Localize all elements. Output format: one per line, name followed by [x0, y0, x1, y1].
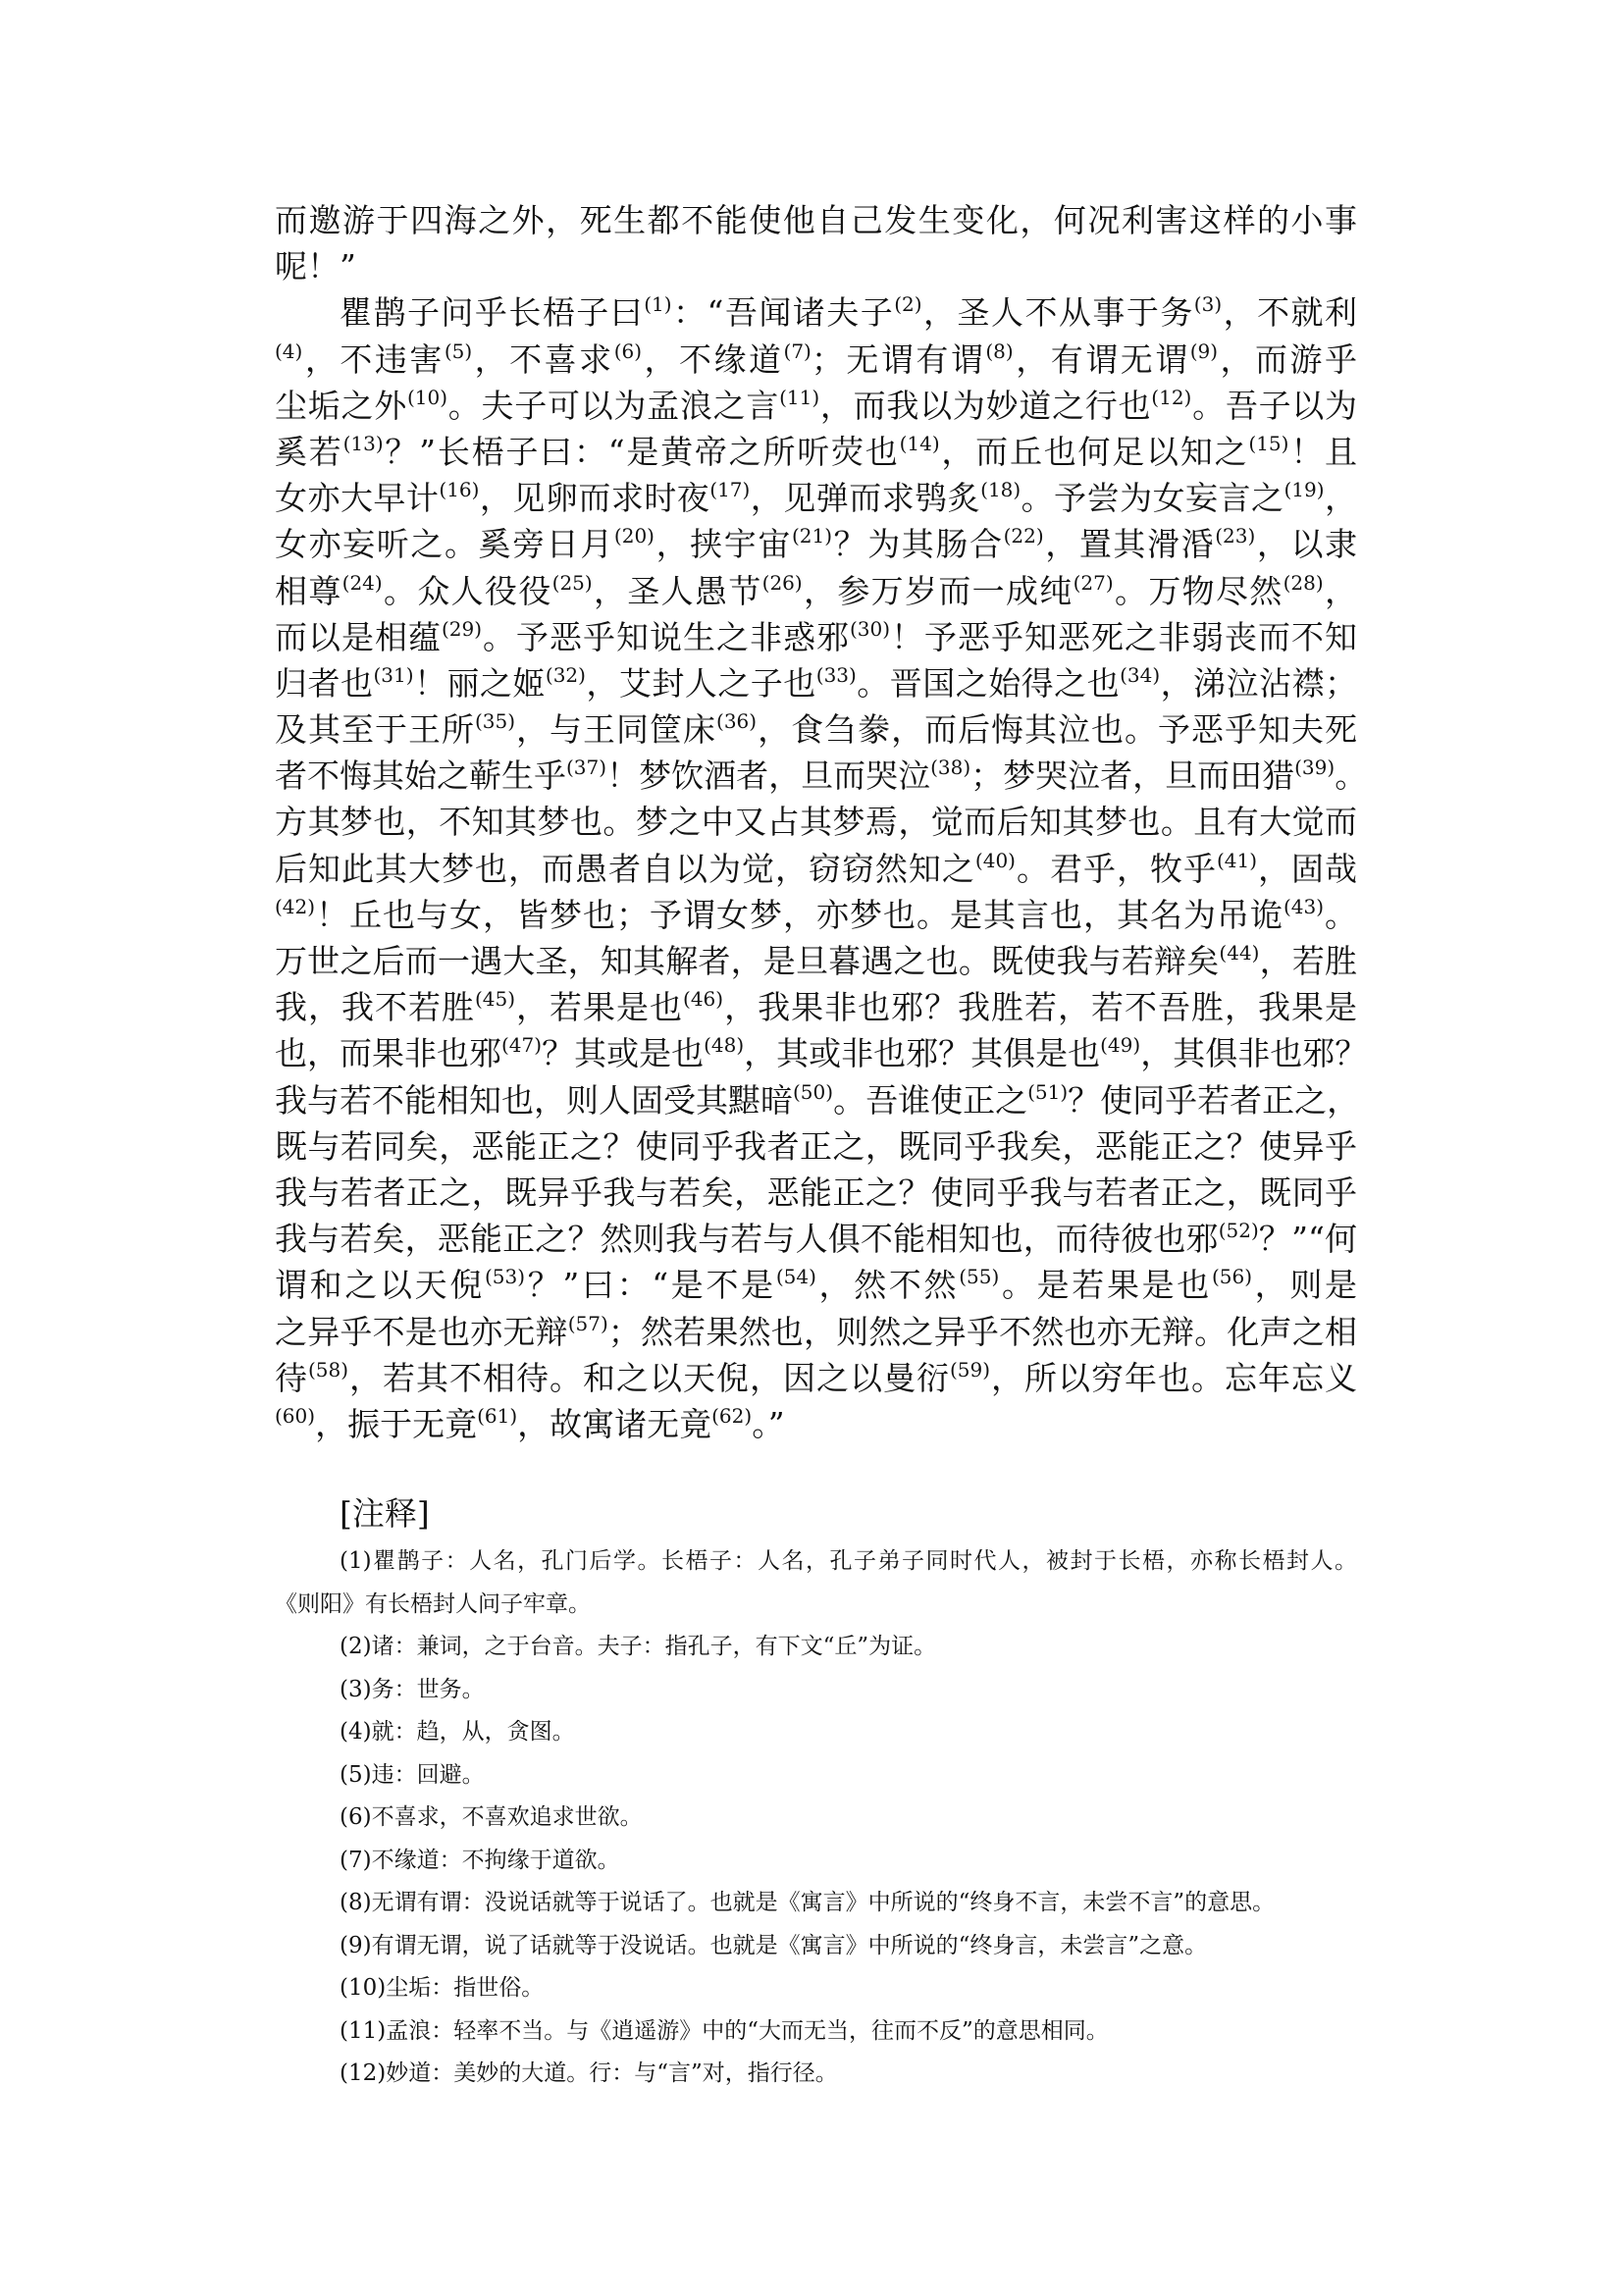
text-line	[275, 1123, 1357, 1170]
text-segment: ，艾封人之子也	[585, 663, 816, 703]
text-segment: ，我果非也邪？我胜若，若不吾胜，我果是	[723, 988, 1358, 1027]
text-segment: ，	[1323, 571, 1358, 610]
footnote-ref[interactable]: (49)	[1100, 1033, 1141, 1058]
main-text	[275, 197, 1368, 1447]
footnote-ref[interactable]: (55)	[959, 1265, 1000, 1289]
text-segment: ，挟宇宙	[654, 525, 792, 564]
text-segment: ，而游乎	[1218, 339, 1358, 379]
text-segment: ，其或非也邪？其俱是也	[744, 1034, 1101, 1073]
footnote-ref[interactable]: (18)	[980, 478, 1022, 502]
text-segment: ，圣人愚节	[592, 571, 762, 610]
footnote-ref[interactable]: (57)	[567, 1311, 608, 1335]
text-segment: ！丘也与女，皆梦也；予谓女梦，亦梦也。是其言也，其名为吊诡	[315, 895, 1283, 934]
text-segment: 。是若果是也	[999, 1266, 1212, 1305]
footnote-ref[interactable]: (12)	[1151, 385, 1192, 409]
footnote-ref[interactable]: (9)	[1189, 339, 1219, 363]
note-item: (10)尘垢：指世俗。	[340, 1975, 545, 2001]
text-segment: ；梦哭泣者，旦而田猎	[970, 756, 1295, 796]
footnote-ref[interactable]: (35)	[474, 709, 516, 734]
footnote-ref[interactable]: (52)	[1218, 1219, 1259, 1243]
text-segment: 女亦大早计	[275, 479, 440, 518]
text-line	[275, 243, 1357, 289]
text-line	[275, 660, 1357, 706]
footnote-ref[interactable]: (30)	[850, 616, 891, 641]
text-segment: ，若胜	[1259, 942, 1358, 980]
footnote-ref[interactable]: (47)	[501, 1033, 543, 1058]
footnote-ref[interactable]: (22)	[1003, 524, 1044, 548]
footnote-ref[interactable]: (7)	[783, 339, 812, 363]
text-segment: ，然不然	[815, 1266, 960, 1305]
text-segment: 。吾子以为	[1191, 386, 1358, 425]
text-segment: 及其至于王所	[275, 710, 475, 750]
text-line	[275, 1077, 1360, 1123]
text-segment: 尘垢之外	[275, 386, 407, 425]
footnote-ref[interactable]: (13)	[342, 431, 384, 455]
text-segment: ！丽之姬	[413, 663, 546, 703]
footnote-ref[interactable]: (48)	[704, 1033, 745, 1058]
footnote-ref[interactable]: (44)	[1219, 941, 1260, 965]
text-line	[275, 383, 1357, 429]
footnote-ref[interactable]: (40)	[974, 848, 1016, 872]
footnote-ref[interactable]: (45)	[474, 987, 516, 1012]
text-segment: ，不就利	[1222, 293, 1358, 333]
text-segment: 之异乎不是也亦无辩	[275, 1312, 568, 1351]
text-segment: ？”“何	[1258, 1220, 1357, 1259]
note-item: (9)有谓无谓，说了话就等于没说话。也就是《寓言》中所说的“终身言，未尝言”之意。	[340, 1932, 1208, 1958]
notes-list	[275, 1540, 1357, 2096]
footnote-ref[interactable]: (15)	[1248, 431, 1289, 455]
text-segment: 我与若不能相知也，则人固受其黮暗	[275, 1080, 793, 1120]
note-item: (3)务：世务。	[340, 1676, 485, 1702]
text-segment: 我与若矣，恶能正之？然则我与若与人俱不能相知也，而待彼也邪	[275, 1220, 1219, 1259]
text-line	[275, 892, 1357, 938]
text-line	[275, 984, 1357, 1030]
text-line	[275, 1170, 1357, 1216]
text-segment: 我与若者正之，既异乎我与若矣，恶能正之？使同乎我与若者正之，既同乎	[275, 1173, 1357, 1212]
footnote-ref[interactable]: (58)	[308, 1357, 349, 1382]
text-segment: ，固哉	[1257, 849, 1358, 888]
footnote-ref[interactable]: (23)	[1215, 524, 1256, 548]
footnote-ref[interactable]: (17)	[709, 478, 751, 502]
text-line	[275, 521, 1357, 567]
text-line	[275, 1401, 1357, 1447]
footnote-ref[interactable]: (3)	[1193, 292, 1223, 317]
text-segment: ，不缘道	[642, 339, 784, 379]
text-segment: ，而丘也何足以知之	[939, 432, 1249, 471]
text-line	[275, 1309, 1357, 1355]
footnote-ref[interactable]: (60)	[275, 1403, 316, 1428]
footnote-ref[interactable]: (38)	[930, 756, 971, 780]
text-segment: 。予恶乎知说生之非惑邪	[482, 617, 850, 656]
text-segment: 。	[1324, 895, 1358, 934]
text-line	[275, 568, 1357, 614]
text-segment: 。夫子可以为孟浪之言	[447, 386, 780, 425]
text-segment: ，故寓诸无竟	[517, 1404, 712, 1443]
footnote-ref[interactable]: (37)	[566, 756, 607, 780]
footnote-ref[interactable]: (16)	[439, 478, 480, 502]
note-item: 《则阳》有长梧封人问子牢章。	[275, 1590, 591, 1617]
text-segment: ；无谓有谓	[811, 339, 986, 379]
footnote-ref[interactable]: (6)	[613, 339, 643, 363]
text-line	[275, 799, 1357, 845]
footnote-ref[interactable]: (8)	[985, 339, 1014, 363]
footnote-ref[interactable]: (24)	[341, 570, 383, 595]
footnote-ref[interactable]: (10)	[406, 385, 448, 409]
text-segment: ，食刍豢，而后悔其泣也。予恶乎知夫死	[757, 710, 1358, 750]
text-segment: ？使同乎若者正之，	[1068, 1080, 1360, 1120]
text-line	[275, 475, 1357, 521]
footnote-ref[interactable]: (26)	[761, 570, 803, 595]
footnote-ref[interactable]: (21)	[791, 524, 833, 548]
text-line	[275, 289, 1357, 336]
footnote-ref[interactable]: (33)	[815, 662, 857, 687]
text-segment: 也，而果非也邪	[275, 1034, 501, 1073]
text-segment: 既与若同矣，恶能正之？使同乎我者正之，既同乎我矣，恶能正之？使异乎	[275, 1126, 1357, 1166]
text-line	[275, 1355, 1357, 1401]
note-item: (7)不缘道：不拘缘于道欲。	[340, 1847, 620, 1873]
text-line	[275, 1262, 1357, 1308]
footnote-ref[interactable]: (27)	[1073, 570, 1114, 595]
footnote-ref[interactable]: (28)	[1283, 570, 1324, 595]
text-line	[275, 197, 1357, 243]
text-segment: 相尊	[275, 571, 342, 610]
footnote-ref[interactable]: (59)	[950, 1357, 991, 1382]
text-segment: 后知此其大梦也，而愚者自以为觉，窃窃然知之	[275, 849, 975, 888]
text-segment: 方其梦也，不知其梦也。梦之中又占其梦焉，觉而后知其梦也。且有大觉而	[275, 803, 1357, 842]
note-item: (1)瞿鹊子：人名，孔门后学。长梧子：人名，孔子弟子同时代人，被封于长梧，亦称长梧封人。	[340, 1548, 1357, 1574]
text-segment: 万世之后而一遇大圣，知其解者，是旦暮遇之也。既使我与若辩矣	[275, 942, 1220, 980]
footnote-ref[interactable]: (2)	[894, 292, 922, 317]
text-segment: ，与王同筐床	[515, 710, 717, 750]
text-segment: 。”	[752, 1404, 785, 1443]
text-segment: ，参万岁而一成纯	[802, 571, 1074, 610]
text-segment: 。晋国之始得之也	[856, 663, 1121, 703]
note-item: (11)孟浪：轻率不当。与《逍遥游》中的“大而无当，往而不反”的意思相同。	[340, 2017, 1109, 2044]
text-segment: 呢！”	[275, 247, 356, 287]
text-segment: ，见卵而求时夜	[479, 479, 710, 518]
footnote-ref[interactable]: (1)	[644, 292, 672, 317]
footnote-ref[interactable]: (4)	[275, 339, 303, 363]
text-segment: 。君乎，牧乎	[1015, 849, 1217, 888]
text-segment: ，有谓无谓	[1013, 339, 1190, 379]
footnote-ref[interactable]: (62)	[711, 1403, 753, 1428]
text-segment: ，置其滑涽	[1043, 525, 1216, 564]
footnote-ref[interactable]: (5)	[444, 339, 473, 363]
note-item: (4)就：趋，从，贪图。	[340, 1719, 575, 1745]
footnote-ref[interactable]: (29)	[441, 616, 483, 641]
footnote-ref[interactable]: (31)	[373, 662, 414, 687]
text-segment: ，不违害	[302, 339, 445, 379]
text-segment: 者不悔其始之蕲生乎	[275, 756, 566, 796]
footnote-ref[interactable]: (53)	[485, 1265, 526, 1289]
text-segment: 。吾谁使正之	[833, 1080, 1028, 1120]
text-segment: 。予尝为女妄言之	[1021, 479, 1284, 518]
text-segment: ？其或是也	[542, 1034, 705, 1073]
text-segment: ？”长梧子曰：“是黄帝之所听荧也	[383, 432, 900, 471]
text-segment: ！予恶乎知恶死之非弱丧而不知	[890, 617, 1358, 656]
footnote-ref[interactable]: (36)	[716, 709, 758, 734]
text-line	[275, 614, 1357, 660]
footnote-ref[interactable]: (61)	[477, 1403, 518, 1428]
text-segment: 待	[275, 1358, 308, 1397]
footnote-ref[interactable]: (50)	[793, 1079, 834, 1104]
footnote-ref[interactable]: (56)	[1211, 1265, 1253, 1289]
text-segment: 而邀游于四海之外，死生都不能使他自己发生变化，何况利害这样的小事	[275, 201, 1357, 239]
text-segment: 谓和之以天倪	[275, 1266, 485, 1305]
footnote-ref[interactable]: (20)	[613, 524, 655, 548]
text-line	[275, 1030, 1368, 1076]
text-segment: 瞿鹊子问乎长梧子曰	[340, 293, 645, 333]
text-segment: 女亦妄听之。奚旁日月	[275, 525, 614, 564]
footnote-ref[interactable]: (54)	[775, 1265, 816, 1289]
text-segment: ；然若果然也，则然之异乎不然也亦无辩。化声之相	[607, 1312, 1358, 1351]
footnote-ref[interactable]: (46)	[683, 987, 724, 1012]
footnote-ref[interactable]: (42)	[275, 894, 316, 918]
text-segment: ，而我以为妙道之行也	[819, 386, 1152, 425]
text-segment: ，圣人不从事于务	[921, 293, 1194, 333]
text-segment: 。	[1335, 756, 1368, 796]
text-segment: ，振于无竟	[315, 1404, 478, 1443]
text-line	[275, 429, 1357, 475]
note-item: (5)违：回避。	[340, 1761, 485, 1788]
footnote-ref[interactable]: (51)	[1027, 1079, 1069, 1104]
text-segment: ：“吾闻诸夫子	[671, 293, 895, 333]
text-segment: ，不喜求	[472, 339, 614, 379]
note-item: (2)诸：兼词，之于台音。夫子：指孔子，有下文“丘”为证。	[340, 1634, 937, 1659]
footnote-ref[interactable]: (39)	[1294, 756, 1336, 780]
text-segment: ，则是	[1252, 1266, 1358, 1305]
footnote-ref[interactable]: (25)	[551, 570, 593, 595]
note-item: (12)妙道：美妙的大道。行：与“言”对，指行径。	[340, 2060, 838, 2086]
text-line	[275, 846, 1357, 892]
text-segment: 。万物尽然	[1113, 571, 1283, 610]
footnote-ref[interactable]: (32)	[545, 662, 586, 687]
footnote-ref[interactable]: (19)	[1283, 478, 1325, 502]
text-segment: 而以是相蕴	[275, 617, 442, 656]
text-segment: ，	[1324, 479, 1358, 518]
text-segment: ，所以穷年也。忘年忘义	[990, 1358, 1358, 1397]
footnote-ref[interactable]: (43)	[1283, 894, 1325, 918]
text-line	[275, 938, 1357, 984]
footnote-ref[interactable]: (41)	[1216, 848, 1258, 872]
text-segment: 奚若	[275, 432, 343, 471]
text-line	[275, 1216, 1357, 1262]
note-item: (6)不喜求，不喜欢追求世欲。	[340, 1804, 643, 1830]
text-segment: ？”曰：“是不是	[525, 1266, 776, 1305]
text-segment: ？为其肠合	[832, 525, 1004, 564]
text-line	[275, 753, 1368, 799]
text-segment: 归者也	[275, 663, 374, 703]
notes-section	[275, 1491, 1357, 2096]
text-segment: 我，我不若胜	[275, 988, 475, 1027]
notes-heading: [注释]	[340, 1494, 430, 1533]
text-line	[275, 706, 1357, 753]
text-line	[275, 337, 1357, 383]
text-segment: ，若果是也	[515, 988, 684, 1027]
text-segment: ，见弹而求鸮炙	[750, 479, 981, 518]
text-segment: ，涕泣沾襟；	[1160, 663, 1358, 703]
text-segment: ！梦饮酒者，旦而哭泣	[606, 756, 931, 796]
text-segment: ！且	[1288, 432, 1358, 471]
text-segment: 。众人役役	[382, 571, 552, 610]
text-segment: ，若其不相待。和之以天倪，因之以曼衍	[348, 1358, 950, 1397]
text-segment: ，以隶	[1255, 525, 1358, 564]
note-item: (8)无谓有谓：没说话就等于说话了。也就是《寓言》中所说的“终身不言，未尝不言”的意思。	[340, 1890, 1276, 1915]
footnote-ref[interactable]: (34)	[1120, 662, 1161, 687]
footnote-ref[interactable]: (14)	[899, 431, 940, 455]
footnote-ref[interactable]: (11)	[779, 385, 820, 409]
text-segment: ，其俱非也邪？	[1140, 1034, 1368, 1073]
